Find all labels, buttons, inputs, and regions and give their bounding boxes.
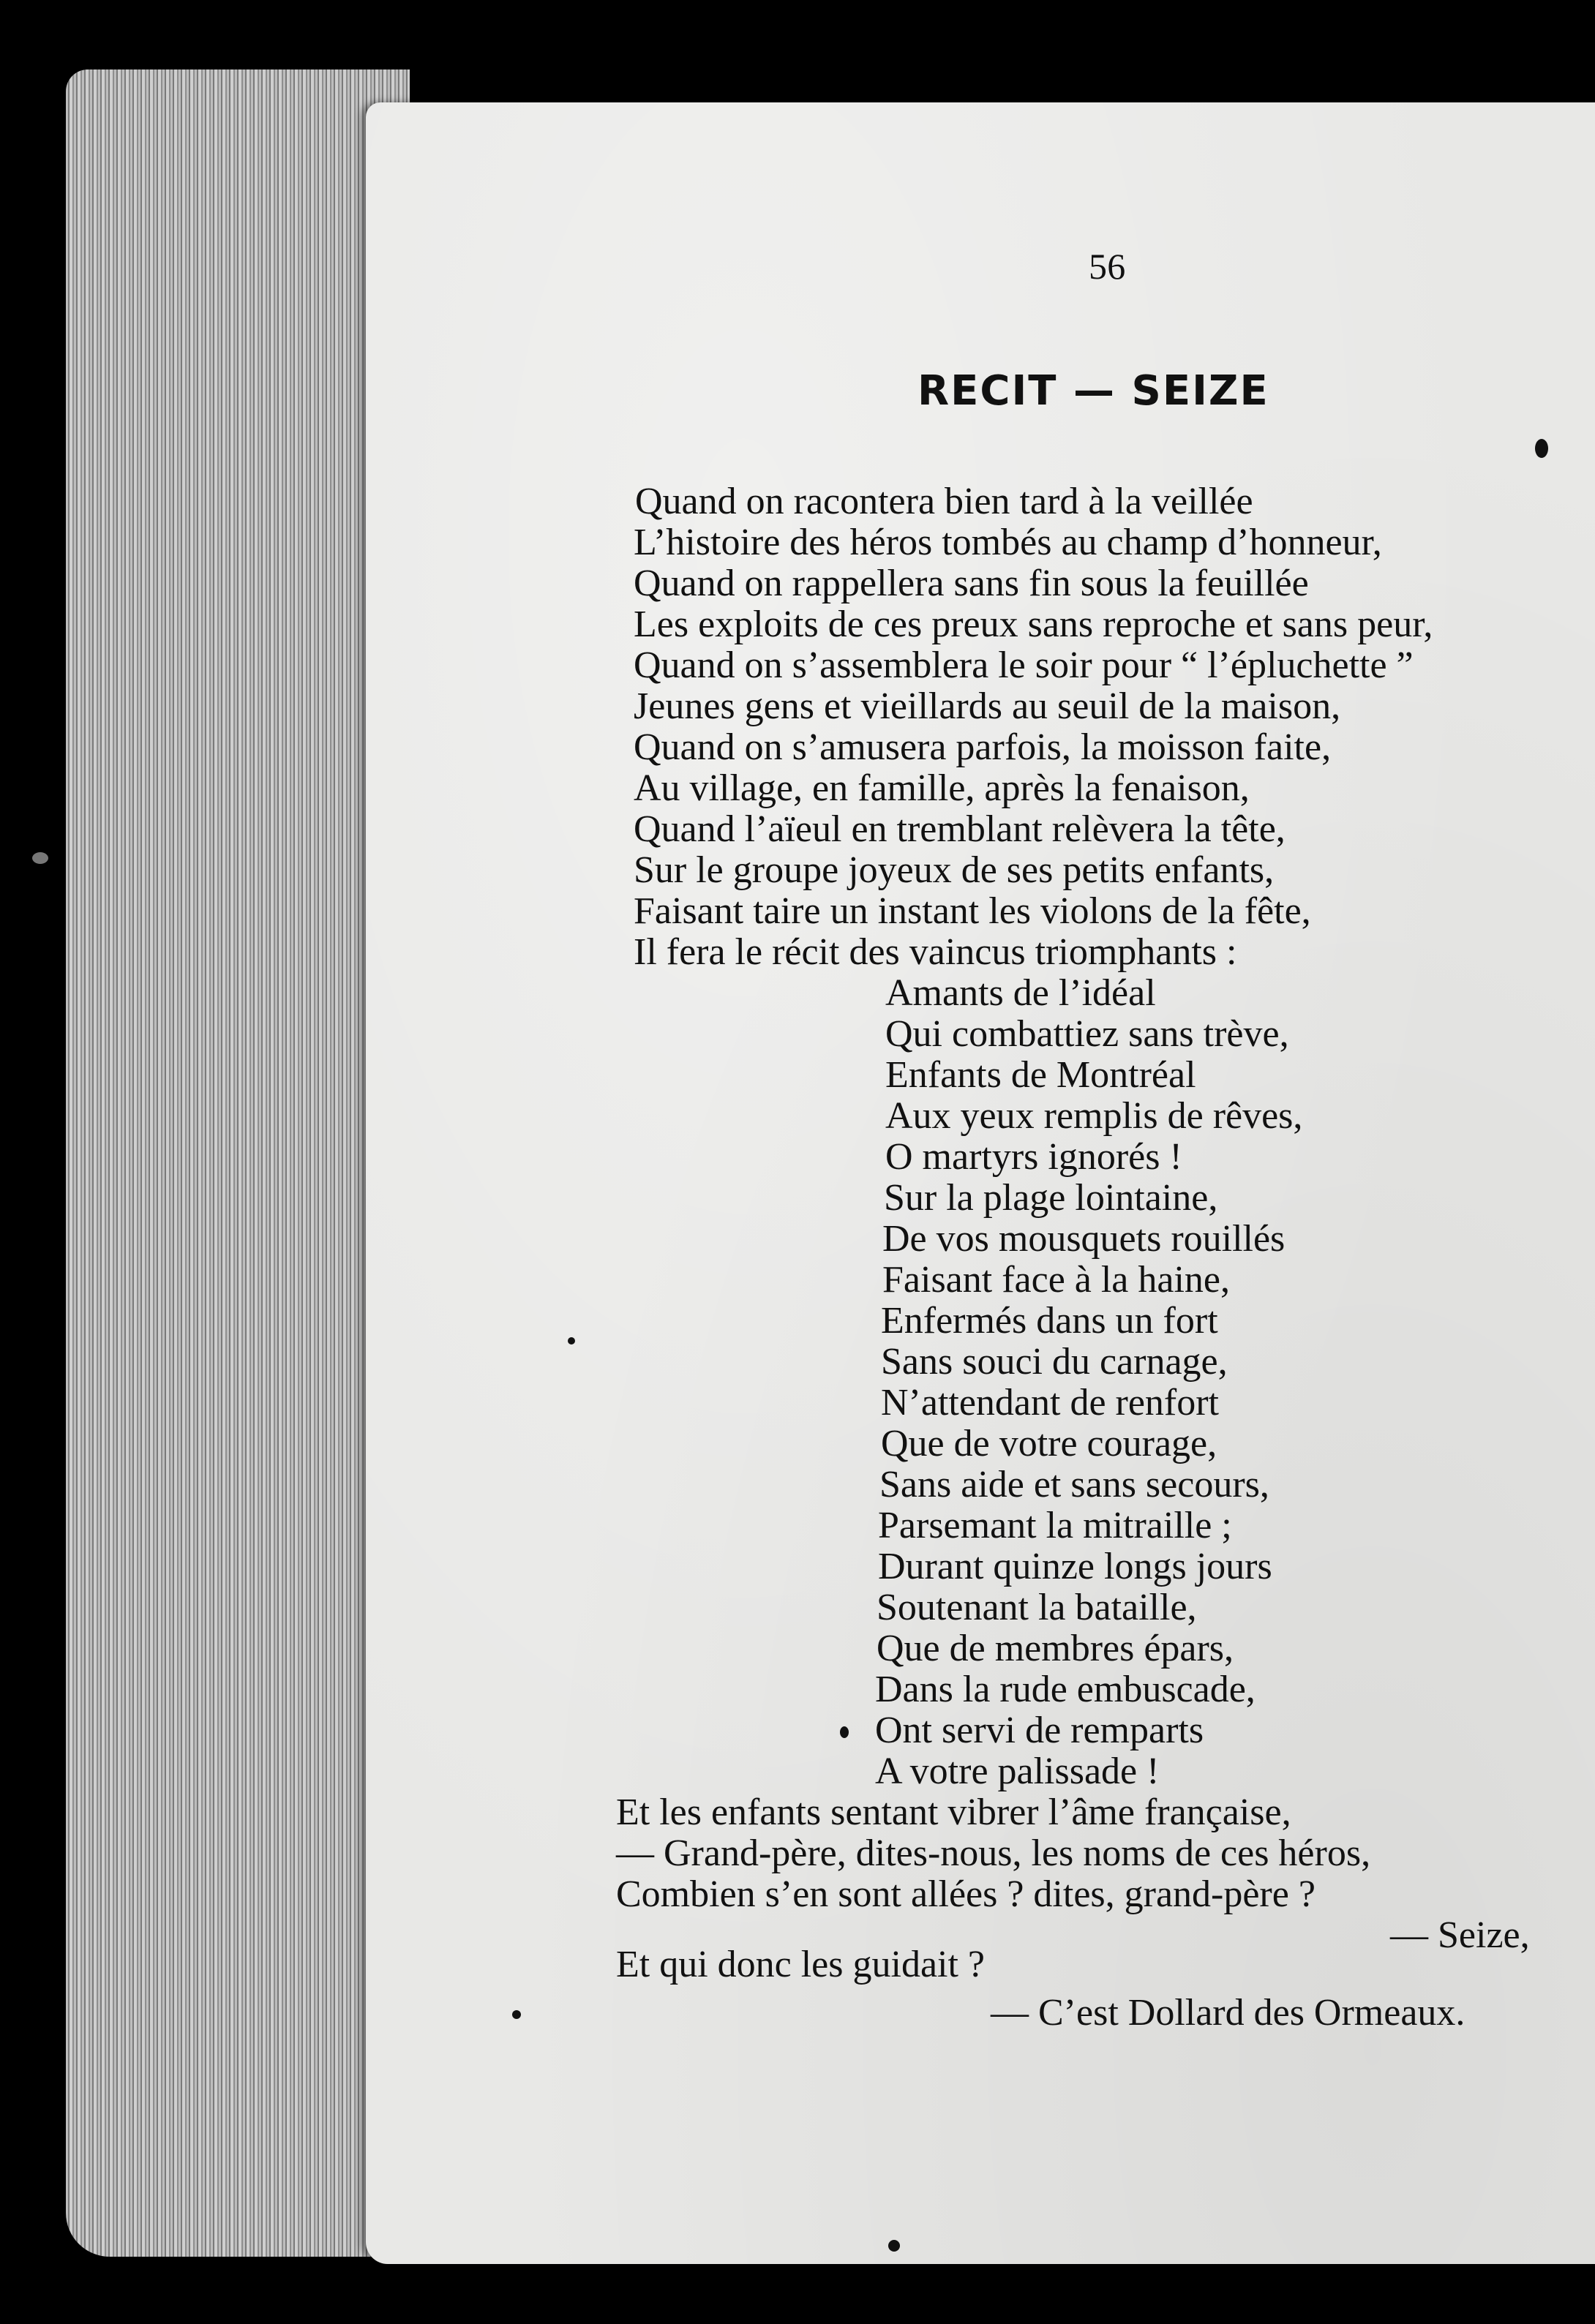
poem-line: Quand l’aïeul en tremblant relèvera la tête, — [634, 808, 1286, 850]
poem-line: A votre palissade ! — [875, 1750, 1160, 1792]
poem-line: Sans souci du carnage, — [881, 1341, 1228, 1383]
poem-line: Parsemant la mitraille ; — [878, 1505, 1232, 1546]
poem-line: Faisant taire un instant les violons de la fête, — [634, 890, 1311, 932]
poem-line: Sur le groupe joyeux de ses petits enfants, — [634, 849, 1275, 891]
poem-line: Que de votre courage, — [881, 1423, 1217, 1464]
poem-line: Sans aide et sans secours, — [879, 1464, 1269, 1505]
poem-line: De vos mousquets rouillés — [882, 1218, 1286, 1260]
poem-line: Amants de l’idéal — [885, 972, 1156, 1014]
poem-line: O martyrs ignorés ! — [885, 1136, 1182, 1178]
poem-line: Il fera le récit des vaincus triomphants : — [634, 931, 1237, 973]
poem-line: Enfermés dans un fort — [881, 1300, 1218, 1342]
poem-line: Dans la rude embuscade, — [875, 1669, 1256, 1710]
poem-line: Combien s’en sont allées ? dites, grand-père ? — [616, 1873, 1316, 1915]
poem-line-answer: — Seize, — [1390, 1914, 1530, 1956]
poem-line: Aux yeux remplis de rêves, — [885, 1095, 1303, 1137]
poem-line: Sur la plage lointaine, — [884, 1177, 1218, 1219]
poem-line: Soutenant la bataille, — [877, 1587, 1197, 1628]
poem-line: Durant quinze longs jours — [878, 1546, 1272, 1587]
poem-line: Et qui donc les guidait ? — [616, 1944, 986, 1985]
poem-line: L’histoire des héros tombés au champ d’honneur, — [634, 522, 1382, 563]
poem-line: N’attendant de renfort — [881, 1382, 1220, 1424]
poem-line: Quand on s’amusera parfois, la moisson faite, — [634, 726, 1332, 768]
poem-line: Les exploits de ces preux sans reproche et sans peur, — [634, 603, 1433, 645]
page-number: 56 — [1089, 246, 1126, 287]
poem-line: Et les enfants sentant vibrer l’âme française, — [616, 1791, 1291, 1833]
poem-line-answer: — C’est Dollard des Ormeaux. — [991, 1992, 1465, 2034]
poem-line: Quand on s’assemblera le soir pour “ l’épluchette ” — [634, 644, 1414, 686]
poem-line: Ont servi de remparts — [875, 1710, 1204, 1751]
poem-line: — Grand-père, dites-nous, les noms de ces héros, — [616, 1832, 1371, 1874]
page-title: RECIT — SEIZE — [917, 367, 1269, 415]
poem-line: Que de membres épars, — [877, 1628, 1234, 1669]
poem-line: Faisant face à la haine, — [882, 1259, 1230, 1301]
poem-line: Enfants de Montréal — [885, 1054, 1196, 1096]
poem-line: Qui combattiez sans trève, — [885, 1013, 1289, 1055]
poem-line: Au village, en famille, après la fenaison, — [634, 767, 1250, 809]
poem-line: Quand on racontera bien tard à la veillée — [635, 481, 1253, 522]
poem-line: Quand on rappellera sans fin sous la feuillée — [634, 563, 1309, 604]
poem-line: Jeunes gens et vieillards au seuil de la maison, — [634, 685, 1341, 727]
